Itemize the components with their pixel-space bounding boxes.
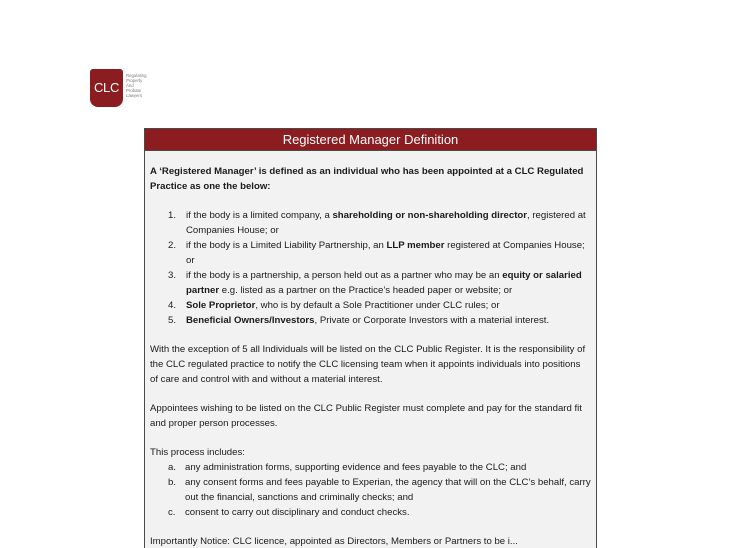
- definition-item-text: [186, 238, 591, 268]
- logo-tagline-line: And: [126, 83, 134, 88]
- logo-tagline-line: Probate: [126, 88, 142, 93]
- process-item-letter: a.: [168, 462, 177, 473]
- process-item: [150, 475, 591, 505]
- definition-item-emphasis: Sole Proprietor: [186, 300, 256, 311]
- logo-tagline-line: Property: [126, 78, 143, 83]
- definition-item: [150, 268, 591, 298]
- process-item-letter: c.: [168, 507, 176, 518]
- definition-item: [150, 313, 591, 328]
- process-item-letter: b.: [168, 477, 177, 488]
- process-item-text: consent to carry out disciplinary and conduct checks.: [185, 507, 410, 518]
- appointees-paragraph: Appointees wishing to be listed on the CLC Public Register must complete and pay for the standard fit and proper person processes.: [150, 403, 582, 429]
- process-item-text: any administration forms, supporting evidence and fees payable to the CLC; and: [185, 462, 527, 473]
- definition-item-emphasis: Beneficial Owners/Investors: [186, 315, 315, 326]
- definition-item-text: [186, 268, 591, 298]
- definition-item-fragment: if the body is a partnership, a person held out as a partner who may be an: [186, 270, 503, 281]
- definition-item: [150, 298, 591, 313]
- process-item: [150, 460, 591, 475]
- registered-manager-definition-box: [144, 128, 597, 548]
- clc-logo-mark: CLC: [90, 69, 123, 107]
- definition-item: [150, 238, 591, 268]
- definition-item-fragment: if the body is a Limited Liability Partnership, an: [186, 240, 387, 251]
- definition-item-text: [186, 313, 591, 328]
- definition-item-fragment: , Private or Corporate Investors with a material interest.: [314, 315, 550, 326]
- definition-item: [150, 208, 591, 238]
- definition-item-number: 1.: [168, 210, 177, 221]
- definition-item-number: 2.: [168, 240, 177, 251]
- definition-item-emphasis: equity or salaried partner: [186, 270, 582, 296]
- logo-tagline-line: Lawyers: [126, 93, 143, 98]
- intro-text: A ‘Registered Manager’ is defined as an individual who has been appointed at a CLC Regulated Practice as one the below:: [150, 166, 584, 192]
- logo-tagline-line: Regulating: [126, 73, 147, 78]
- process-item: [150, 505, 591, 520]
- definition-item-fragment: , registered at Companies House; or: [186, 210, 586, 236]
- process-item-text: any consent forms and fees payable to Experian, the agency that will on the CLC’s behalf, carry out the financial, sanctions and criminally checks; and: [185, 477, 591, 503]
- definition-item-fragment: if the body is a limited company, a: [186, 210, 333, 221]
- public-register-paragraph: With the exception of 5 all Individuals will be listed on the CLC Public Register. It is the responsibility of the CLC regulated practice to notify the CLC licensing team when it appoints individuals into positions of care and control with and without a material interest.: [150, 344, 586, 385]
- process-list: [150, 460, 591, 520]
- definition-item-text: [186, 298, 591, 313]
- definition-item-fragment: registered at Companies House; or: [186, 240, 585, 266]
- definition-item-fragment: , who is by default a Sole Practitioner under CLC rules; or: [255, 300, 500, 311]
- box-body: [145, 151, 596, 548]
- process-intro: This process includes:: [150, 447, 245, 458]
- definition-item-number: 4.: [168, 300, 177, 311]
- definition-item-fragment: e.g. listed as a partner on the Practice’s headed paper or website; or: [219, 285, 513, 296]
- clc-logo: [90, 69, 147, 107]
- definition-list: [150, 208, 591, 328]
- box-title: Registered Manager Definition: [145, 129, 596, 151]
- definition-item-emphasis: LLP member: [386, 240, 445, 251]
- definition-item-number: 3.: [168, 270, 177, 281]
- clc-logo-tagline: [126, 73, 147, 98]
- definition-item-text: [186, 208, 591, 238]
- cutoff-paragraph: Importantly Notice: CLC licence, appointed as Directors, Members or Partners to be i...: [150, 536, 518, 547]
- definition-item-emphasis: shareholding or non-shareholding director: [332, 210, 528, 221]
- definition-item-number: 5.: [168, 315, 177, 326]
